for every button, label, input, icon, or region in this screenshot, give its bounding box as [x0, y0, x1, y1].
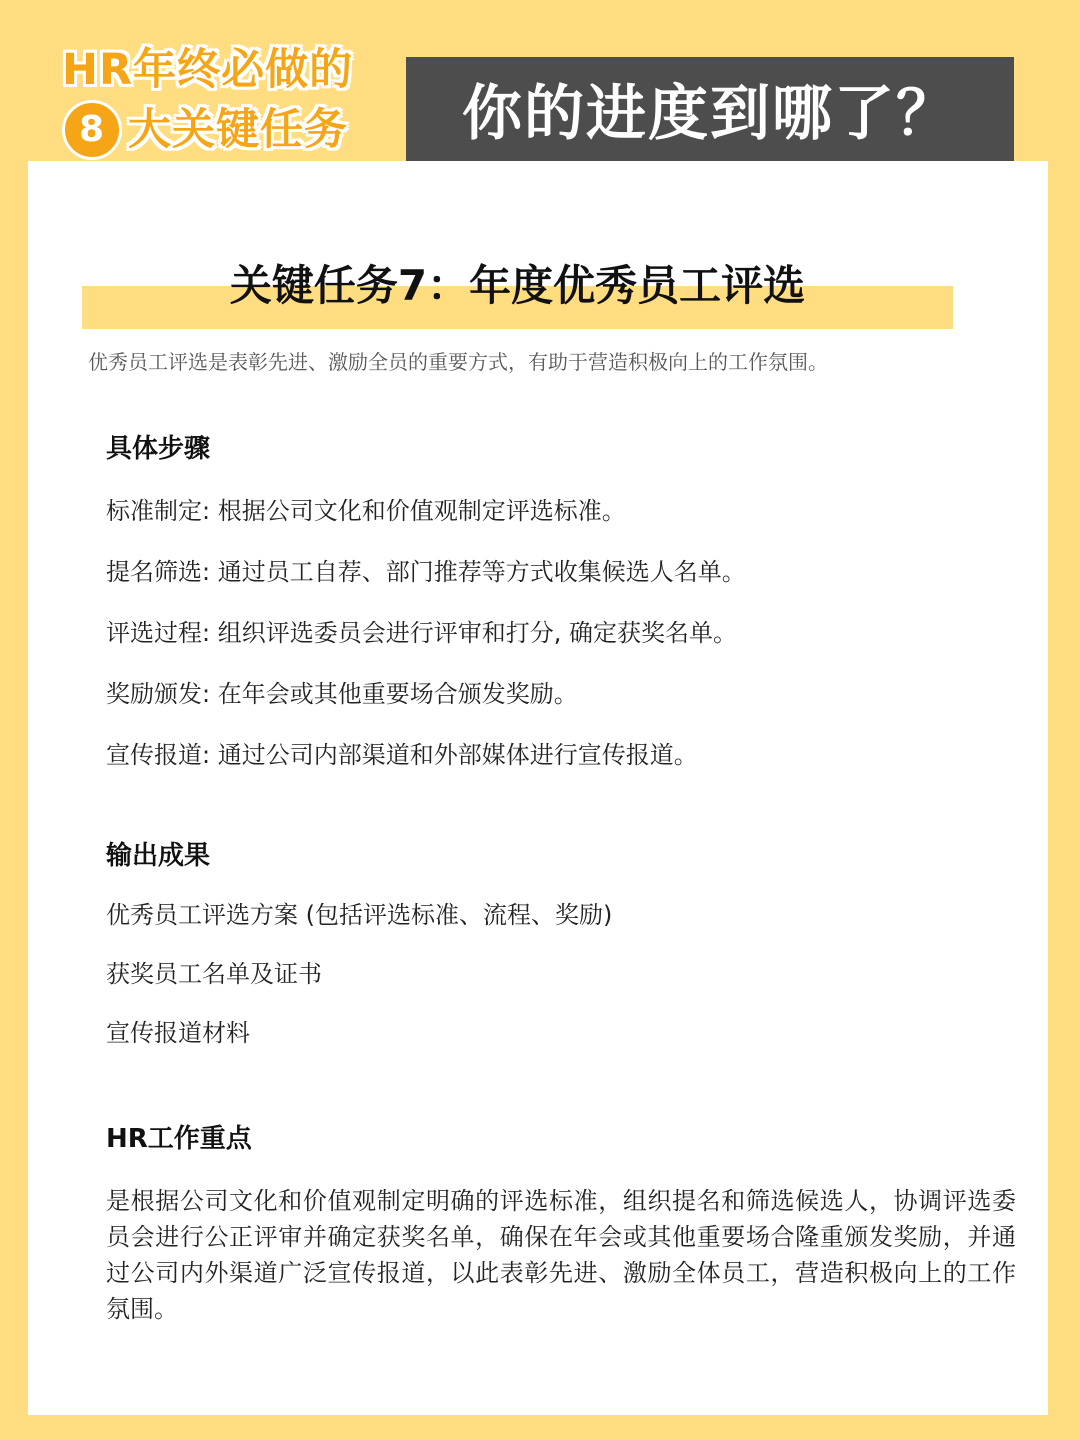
brand-line-2-row — [62, 100, 402, 160]
step-item: 标准制定: 根据公司文化和价值观制定评选标准。 — [106, 497, 626, 525]
brand-line-2: 大关键任务 — [128, 105, 348, 155]
headline-banner — [406, 57, 1014, 161]
step-item: 评选过程: 组织评选委员会进行评审和打分, 确定获奖名单。 — [106, 619, 737, 647]
task-title-block — [82, 257, 953, 331]
brand-number-badge: 8 — [62, 100, 122, 160]
step-item: 宣传报道: 通过公司内部渠道和外部媒体进行宣传报道。 — [106, 741, 698, 769]
steps-heading: 具体步骤 — [106, 434, 211, 464]
brand-title — [62, 40, 402, 160]
headline-text: 你的进度到哪了？ — [462, 79, 958, 149]
outputs-heading: 输出成果 — [106, 841, 211, 871]
focus-heading: HR工作重点 — [106, 1124, 252, 1154]
brand-line-1: HR年终必做的 — [62, 45, 354, 95]
output-item: 获奖员工名单及证书 — [106, 960, 322, 988]
task-title: 关键任务7：年度优秀员工评选 — [229, 261, 806, 310]
focus-paragraph: 是根据公司文化和价值观制定明确的评选标准，组织提名和筛选候选人，协调评选委员会进行公正评审并确定获奖名单，确保在年会或其他重要场合隆重颁发奖励，并通过公司内外渠道广泛宣传报道，以此表彰先进、激励全体员工，营造积极向上的工作氛围。 — [106, 1187, 1016, 1323]
output-item: 优秀员工评选方案 (包括评选标准、流程、奖励) — [106, 901, 613, 929]
intro-text: 优秀员工评选是表彰先进、激励全员的重要方式，有助于营造积极向上的工作氛围。 — [88, 350, 828, 374]
step-item: 提名筛选: 通过员工自荐、部门推荐等方式收集候选人名单。 — [106, 558, 746, 586]
content-card — [28, 161, 1048, 1415]
step-item: 奖励颁发: 在年会或其他重要场合颁发奖励。 — [106, 680, 578, 708]
output-item: 宣传报道材料 — [106, 1019, 250, 1047]
